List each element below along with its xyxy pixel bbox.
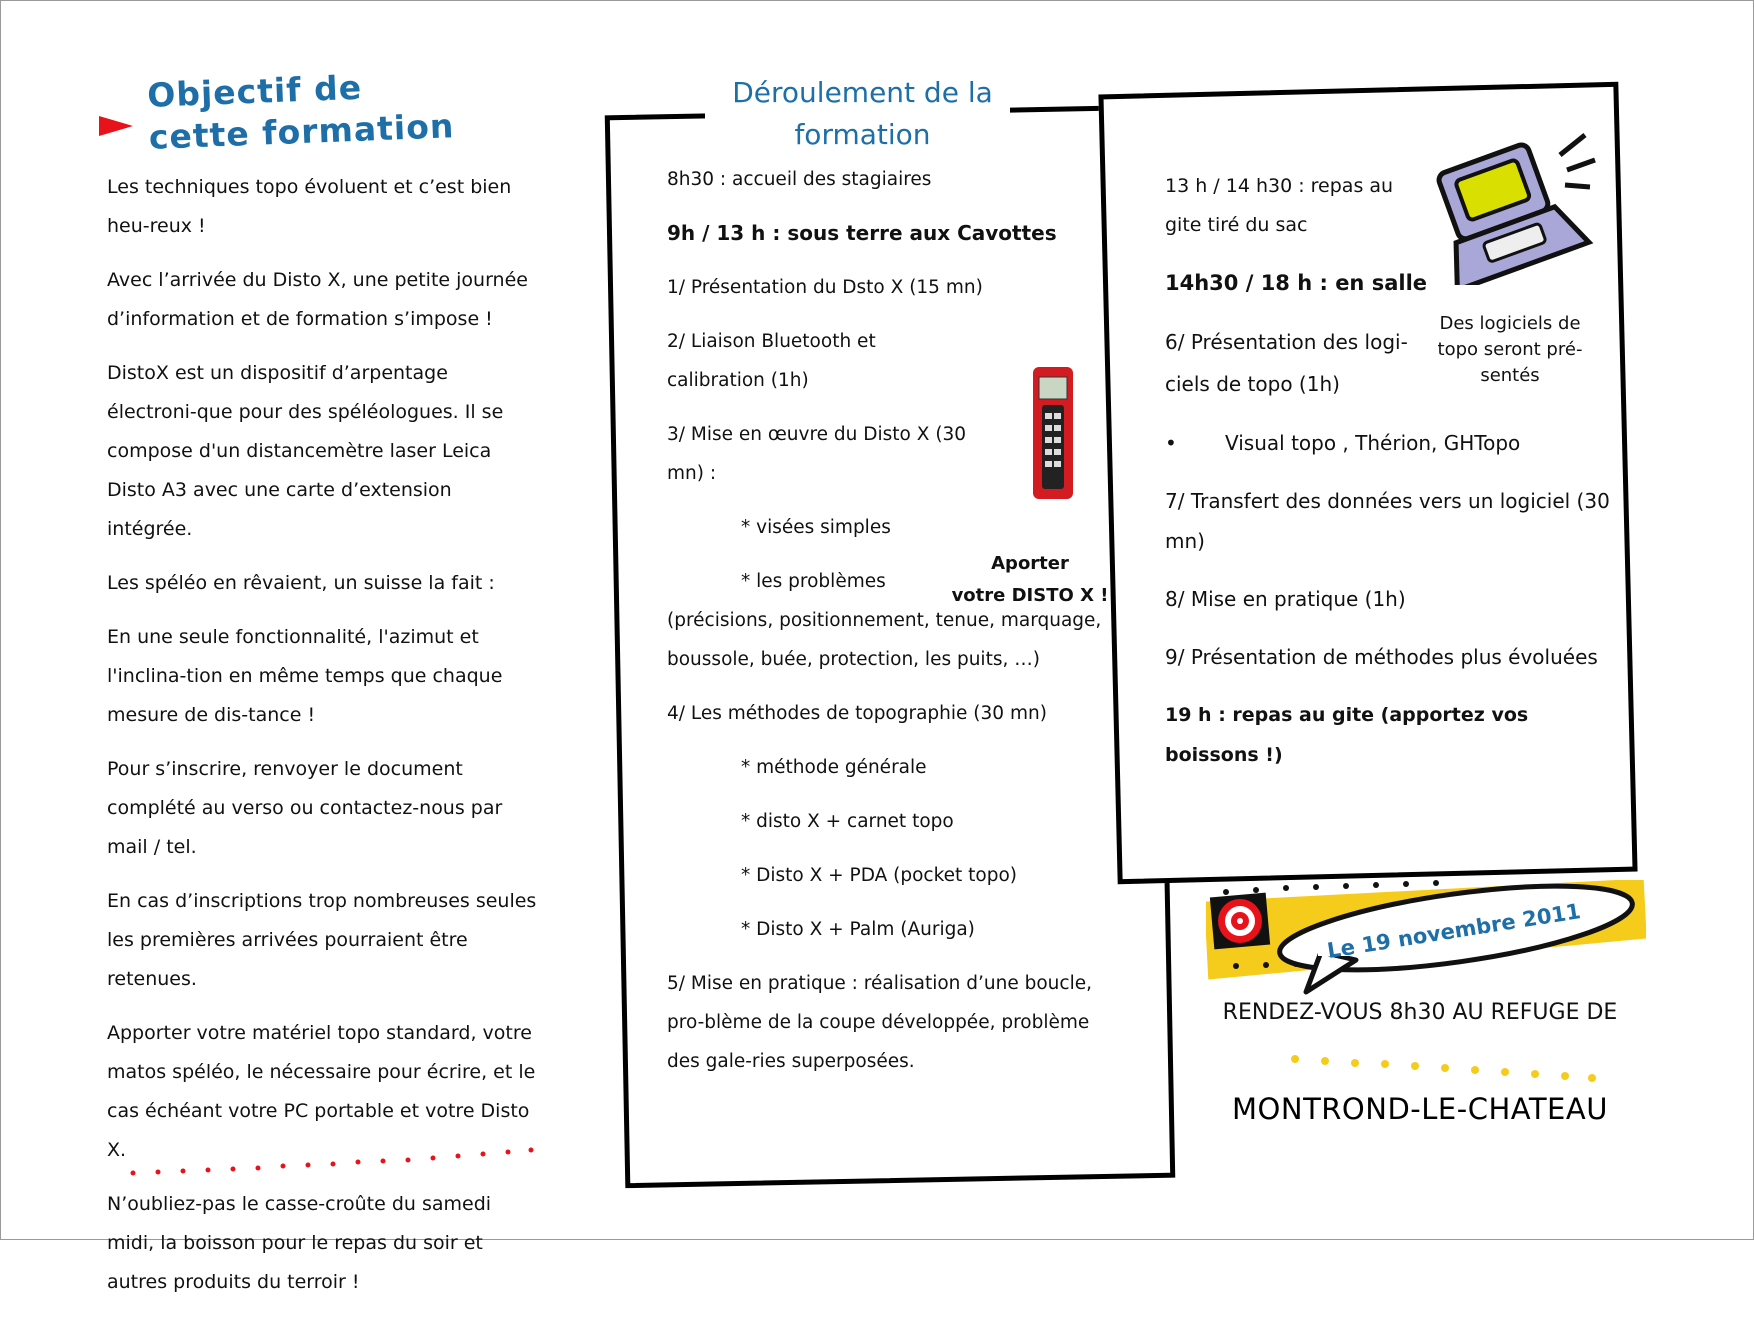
disto-device-icon — [1030, 365, 1076, 505]
paragraph: En cas d’inscriptions trop nombreuses seules les premières arrivées pourraient être retenues. — [107, 890, 537, 990]
disto-note-line1: Aporter — [991, 553, 1069, 574]
schedule-line: * méthode générale — [741, 757, 927, 778]
objectif-title-line2: cette formation — [148, 106, 456, 157]
schedule-line: 14h30 / 18 h : en salle — [1165, 271, 1428, 295]
paragraph: En une seule fonctionnalité, l'azimut et l'inclina-tion en même temps que chaque mesure de dis-tance ! — [107, 626, 503, 726]
disto-note — [950, 548, 1110, 612]
logiciels-note: Des logiciels de topo seront pré-sentés — [1437, 313, 1583, 386]
paragraph: N’oubliez-pas le casse-croûte du samedi midi, la boisson pour le repas du soir et autres produits du terroir ! — [107, 1193, 492, 1293]
bullet-item — [1165, 423, 1625, 463]
schedule-line: 7/ Transfert des données vers un logiciel (30 mn) — [1165, 489, 1610, 553]
schedule-line: 2/ Liaison Bluetooth et calibration (1h) — [667, 331, 876, 391]
schedule-line: 1/ Présentation du Dsto X (15 mn) — [667, 277, 983, 298]
schedule-line: * visées simples — [741, 517, 891, 538]
paragraph: Avec l’arrivée du Disto X, une petite journée d’information et de formation s’impose ! — [107, 269, 528, 330]
decorative-dots-yellow — [1290, 1053, 1600, 1083]
objectif-title-line1: Objectif de — [146, 67, 363, 115]
deroulement-text — [667, 160, 1107, 1096]
afternoon-text — [1165, 167, 1625, 793]
disto-note-line2: votre DISTO X ! — [951, 585, 1109, 606]
paragraph: Apporter votre matériel topo standard, votre matos spéléo, le nécessaire pour écrire, et le cas échéant votre PC portable et votre Disto X. — [107, 1022, 536, 1161]
schedule-line: 6/ Présentation des logi-ciels de topo (1h) — [1165, 330, 1408, 396]
schedule-line: 19 h : repas au gite (apportez vos boissons !) — [1165, 704, 1529, 766]
schedule-line: 5/ Mise en pratique : réalisation d’une boucle, pro-blème de la coupe développée, problème des gale-ries superposées. — [667, 973, 1092, 1072]
date-banner — [1206, 880, 1646, 1000]
paragraph: Pour s’inscrire, renvoyer le document complété au verso ou contactez-nous par mail / tel. — [107, 758, 503, 858]
decorative-dots-red — [128, 1140, 538, 1180]
schedule-line: 4/ Les méthodes de topographie (30 mn) — [667, 703, 1047, 724]
schedule-line: * disto X + carnet topo — [741, 811, 954, 832]
schedule-line: * Disto X + Palm (Auriga) — [741, 919, 975, 940]
target-icon — [1218, 899, 1262, 943]
schedule-line: * les problèmes — [741, 571, 886, 592]
rendezvous-text: RENDEZ-VOUS 8h30 AU REFUGE DE — [1222, 1000, 1618, 1025]
schedule-line: 3/ Mise en œuvre du Disto X (30 mn) : — [667, 424, 967, 484]
town-name: MONTROND-LE-CHATEAU — [1232, 1092, 1608, 1126]
date-text: Le 19 novembre 2011 — [1325, 899, 1583, 963]
schedule-line: 9/ Présentation de méthodes plus évoluées — [1165, 645, 1598, 669]
schedule-line: * Disto X + PDA (pocket topo) — [741, 865, 1018, 886]
schedule-line: (précisions, positionnement, tenue, marquage, boussole, buée, protection, les puits, …) — [667, 610, 1102, 670]
bullet-dot: • — [1165, 431, 1177, 455]
paragraph: DistoX est un dispositif d’arpentage électroni-que pour des spéléologues. Il se compose d'un distancemètre laser Leica Disto A3 avec une carte d’extension intégrée. — [107, 362, 504, 540]
paragraph: Les techniques topo évoluent et c’est bien heu-reux ! — [107, 176, 512, 237]
bullet-text: Visual topo , Thérion, GHTopo — [1225, 431, 1521, 455]
schedule-line: 8h30 : accueil des stagiaires — [667, 169, 932, 190]
paragraph: Les spéléo en rêvaient, un suisse la fait : — [107, 572, 495, 594]
schedule-line: 8/ Mise en pratique (1h) — [1165, 587, 1406, 611]
schedule-line: 13 h / 14 h30 : repas au gite tiré du sac — [1165, 175, 1394, 236]
red-flag-icon — [99, 116, 133, 136]
deroulement-title: Déroulement de la formation — [732, 76, 993, 151]
objectif-title — [147, 61, 510, 159]
schedule-line: 9h / 13 h : sous terre aux Cavottes — [667, 221, 1057, 245]
